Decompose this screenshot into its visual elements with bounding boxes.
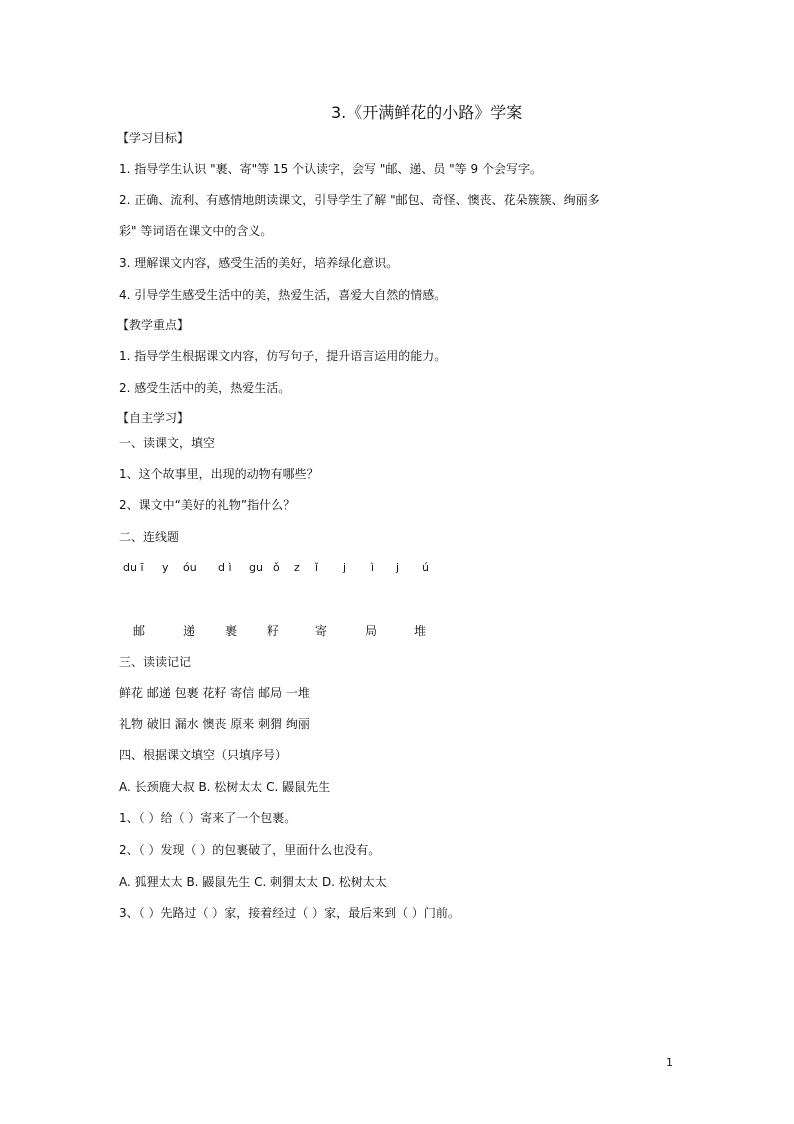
part4-question-1: 1、（ ）给（ ）寄来了一个包裹。 [119, 811, 297, 825]
character-item: 堆 [414, 624, 427, 638]
objectives-header: 【学习目标】 [117, 131, 190, 145]
part4-question-2: 2、（ ）发现（ ）的包裹破了，里面什么也没有。 [119, 843, 381, 857]
part4-options-2: A. 狐狸太太 B. 鼹鼠先生 C. 刺猬太太 D. 松树太太 [119, 875, 387, 889]
part4-question-3: 3、（ ）先路过（ ）家，接着经过（ ）家，最后来到（ ）门前。 [119, 906, 460, 920]
character-item: 递 [183, 624, 196, 638]
page-number: 1 [666, 1056, 673, 1069]
part3-heading: 三、读读记记 [119, 655, 192, 669]
character-item: 局 [365, 624, 378, 638]
pinyin-item: j [343, 561, 347, 574]
pinyin-item: gu [249, 561, 263, 574]
part3-row-2: 礼物 破旧 漏水 懊丧 原来 刺猬 绚丽 [119, 717, 310, 731]
part1-question-1: 1、这个故事里，出现的动物有哪些？ [119, 467, 319, 481]
self-study-header: 【自主学习】 [117, 411, 190, 425]
objective-item-3: 3. 理解课文内容，感受生活的美好，培养绿化意识。 [119, 256, 399, 270]
part2-heading: 二、连线题 [119, 530, 180, 544]
character-item: 邮 [133, 624, 146, 638]
pinyin-item: y [162, 561, 169, 574]
character-item: 裹 [225, 624, 238, 638]
pinyin-item: z [294, 561, 300, 574]
pinyin-item: ì [371, 561, 375, 574]
part1-heading: 一、读课文，填空 [119, 436, 216, 450]
objective-item-2-cont: 彩" 等词语在课文中的含义。 [119, 224, 273, 238]
character-item: 寄 [315, 624, 328, 638]
character-item: 籽 [267, 624, 280, 638]
part4-heading: 四、根据课文填空（只填序号） [119, 748, 288, 762]
part1-question-2: 2、课文中“美好的礼物”指什么？ [119, 498, 296, 512]
key-points-header: 【教学重点】 [117, 318, 190, 332]
pinyin-item: óu [183, 561, 197, 574]
pinyin-item: ú [422, 561, 429, 574]
pinyin-item: d ì [218, 561, 232, 574]
pinyin-item: du ī [123, 561, 144, 574]
part3-row-1: 鲜花 邮递 包裹 花籽 寄信 邮局 一堆 [119, 686, 310, 700]
pinyin-item: ǐ [315, 561, 319, 574]
key-point-item-1: 1. 指导学生根据课文内容，仿写句子，提升语言运用的能力。 [119, 349, 447, 363]
objective-item-4: 4. 引导学生感受生活中的美，热爱生活，喜爱大自然的情感。 [119, 288, 447, 302]
objective-item-1: 1. 指导学生认识 "裹、寄"等 15 个认读字，会写 "邮、递、员 "等 9 个会写字。 [119, 162, 542, 176]
page-title: 3.《开满鲜花的小路》学案 [331, 103, 523, 122]
pinyin-item: j [396, 561, 400, 574]
part4-options-1: A. 长颈鹿大叔 B. 松树太太 C. 鼹鼠先生 [119, 780, 331, 794]
objective-item-2: 2. 正确、流利、有感情地朗读课文，引导学生了解 "邮包、奇怪、懊丧、花朵簇簇、绚丽多 [119, 193, 600, 207]
key-point-item-2: 2. 感受生活中的美，热爱生活。 [119, 381, 291, 395]
pinyin-item: ǒ [273, 561, 280, 574]
